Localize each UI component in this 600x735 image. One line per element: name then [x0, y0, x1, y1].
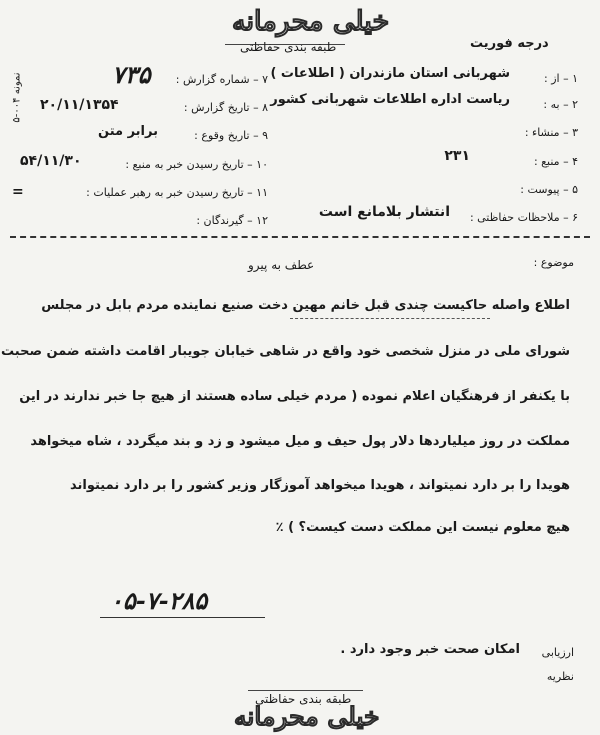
field-operations-date-value: = [12, 184, 24, 200]
field-security-label: ۶ – ملاحظات حفاظتی : [469, 211, 578, 224]
body-line: شورای ملی در منزل شخصی خود واقع در شاهی خیابان جویبار اقامت داشته ضمن صحبت [1, 344, 570, 359]
opinion-label: نظریه [546, 670, 574, 683]
field-from-label: ۱ – از : [544, 72, 578, 85]
field-operations-date-label: ۱۱ – تاریخ رسیدن خبر به رهبر عملیات : [86, 186, 268, 199]
handwritten-reference: ۰۵-۷-۲۸۵ [110, 586, 208, 615]
bottom-classification-stamp: خیلی محرمانه [234, 702, 380, 731]
field-event-date-value: برابر متن [98, 124, 158, 139]
field-source-value: ۲۳۱ [444, 148, 470, 164]
field-from-value: شهربانی استان مازندران ( اطلاعات ) [270, 66, 510, 81]
field-source-date-label: ۱۰ – تاریخ رسیدن خبر به منبع : [125, 158, 268, 171]
handwritten-underline [100, 617, 265, 618]
field-report-number-value: ۷۳۵ [112, 60, 151, 89]
field-event-date-label: ۹ – تاریخ وقوع : [194, 129, 268, 142]
subject-label: موضوع : [533, 256, 574, 269]
body-line: مملکت در روز میلیاردها دلار پول حیف و میل میشود و زد و بند میگردد ، شاه میخواهد [30, 434, 570, 449]
body-line: با یکنفر از فرهنگیان اعلام نموده ( مردم خیلی ساده هستند از هیچ جا خبر ندارند در این [19, 389, 570, 404]
field-security-value: انتشار بلامانع است [318, 204, 450, 220]
field-source-date-value: ۵۴/۱۱/۳۰ [20, 153, 82, 169]
body-line: اطلاع واصله حاکیست چندی قبل خانم مهین دخت صنیع نماینده مردم بابل در مجلس [41, 298, 570, 313]
classification-label: طبقه بندی حفاظتی [240, 40, 337, 54]
field-origin-label: ۳ – منشاء : [524, 126, 578, 139]
field-source-label: ۴ – منبع : [533, 155, 578, 168]
subject-reference: عطف به پیرو [248, 258, 315, 272]
body-underline [290, 318, 490, 319]
top-classification-stamp: خیلی محرمانه [232, 6, 390, 37]
body-line: هویدا را بر دارد نمیتواند ، هویدا میخواهد آموزگار وزیر کشور را بر دارد نمیتواند [70, 478, 570, 493]
field-report-number-label: ۷ – شماره گزارش : [175, 73, 268, 86]
field-report-date-value: ۲۰/۱۱/۱۳۵۴ [40, 97, 119, 113]
footer-classification-label: طبقه بندی حفاظتی [255, 692, 352, 706]
footer-stamp-overline [248, 690, 363, 691]
header-separator [10, 236, 590, 238]
side-form-code: نمونه ۰۰۴-۵ [11, 72, 23, 123]
field-attachment-label: ۵ – پیوست : [520, 183, 578, 196]
body-line: هیچ معلوم نیست این مملکت دست کیست؟ ) ٪ [275, 520, 570, 535]
field-report-date-label: ۸ – تاریخ گزارش : [183, 101, 268, 114]
evaluation-value: امکان صحت خبر وجود دارد . [340, 642, 520, 657]
field-to-label: ۲ – به : [543, 98, 578, 111]
field-recipients-label: ۱۲ – گیرندگان : [196, 214, 268, 227]
evaluation-label: ارزیابی [541, 646, 574, 659]
priority-label: درجه فوریت [470, 36, 549, 51]
field-to-value: ریاست اداره اطلاعات شهربانی کشور [270, 92, 510, 107]
